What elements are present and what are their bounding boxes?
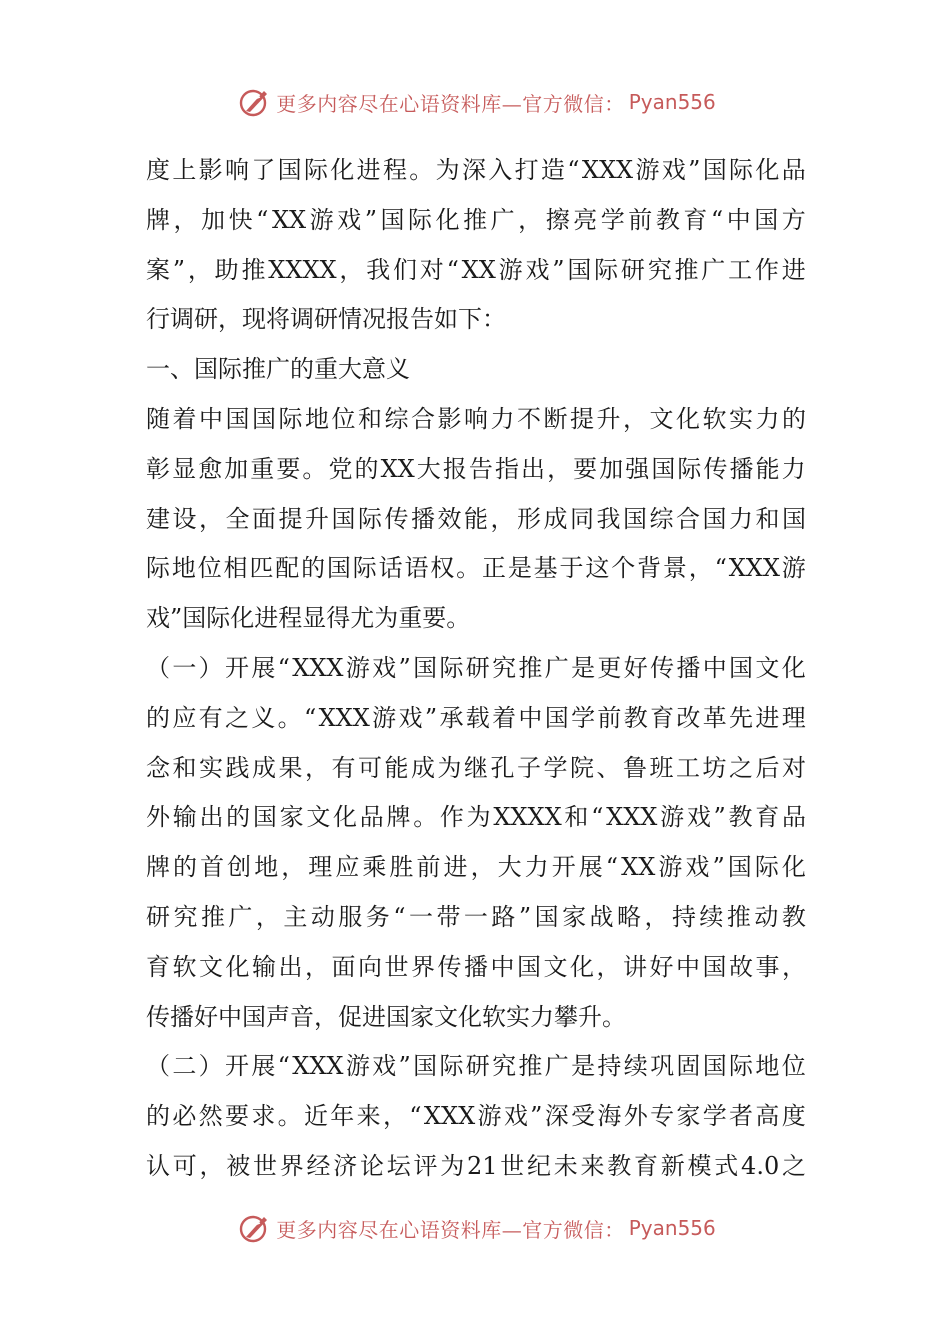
header-watermark-inner [238, 85, 716, 119]
text-line: 的 应 有 之 义 。 “ XXX 游 戏 ” 承 载 着 中 国 学 前 教 育 改 革 先 进 理 [146, 703, 806, 732]
header-watermark-text: 更多内容尽在心语资料库—官方微信： [276, 91, 625, 116]
text-line: 建 设 ， 全 面 提 升 国 际 传 播 效 能 ， 形 成 同 我 国 综 合 国 力 和 国 [146, 504, 806, 533]
footer-watermark-banner [0, 1208, 950, 1248]
text-line: 牌 的 首 创 地 ， 理 应 乘 胜 前 进 ， 大 力 开 展 “ XX 游 戏 ” 国 际 化 [146, 853, 806, 882]
text-line: 研 究 推 广 ， 主 动 服 务 “ 一 带 一 路 ” 国 家 战 略 ， 持 续 推 动 教 [146, 902, 806, 931]
quill-logo-icon [238, 1211, 272, 1245]
text-line: 行调研，现将调研情况报告如下： [146, 305, 506, 334]
text-line: 念 和 实 践 成 果 ， 有 可 能 成 为 继 孔 子 学 院 、 鲁 班 工 坊 之 后 对 [146, 753, 806, 782]
text-line: 彰 显 愈 加 重 要 。 党 的 XX 大 报 告 指 出 ， 要 加 强 国 际 传 播 能 力 [146, 454, 806, 483]
header-watermark-banner [0, 82, 950, 122]
text-line: （ 二 ） 开 展 “ XXX 游 戏 ” 国 际 研 究 推 广 是 持 续 巩 固 国 际 地 位 [146, 1052, 806, 1081]
document-body [146, 146, 806, 1192]
quill-logo-icon [238, 85, 272, 119]
text-line: 随 着 中 国 国 际 地 位 和 综 合 影 响 力 不 断 提 升 ， 文 化 软 实 力 的 [146, 404, 806, 433]
header-watermark-id: Pyan556 [628, 90, 716, 114]
text-line: （ 一 ） 开 展 “ XXX 游 戏 ” 国 际 研 究 推 广 是 更 好 传 播 中 国 文 化 [146, 653, 806, 682]
text-line: 的 必 然 要 求 。 近 年 来 ， “ XXX 游 戏 ” 深 受 海 外 专 家 学 者 高 度 [146, 1102, 806, 1131]
text-line: 一、国际推广的重大意义 [146, 355, 410, 384]
text-line: 育 软 文 化 输 出 ， 面 向 世 界 传 播 中 国 文 化 ， 讲 好 中 国 故 事 ， [146, 952, 806, 981]
footer-watermark-inner [238, 1211, 716, 1245]
text-line: 度 上 影 响 了 国 际 化 进 程 。 为 深 入 打 造 “ XXX 游 戏 ” 国 际 化 品 [146, 156, 806, 184]
footer-watermark-text: 更多内容尽在心语资料库—官方微信： [276, 1217, 625, 1242]
text-line: 外 输 出 的 国 家 文 化 品 牌 。 作 为 XXXX 和 “ XXX 游 戏 ” 教 育 品 [146, 803, 806, 832]
footer-watermark-id: Pyan556 [628, 1216, 716, 1240]
text-line: 认 可 ， 被 世 界 经 济 论 坛 评 为 21 世 纪 未 来 教 育 新 模 式 4.0 之 [146, 1151, 806, 1180]
text-line: 牌 ， 加 快 “ XX 游 戏 ” 国 际 化 推 广 ， 擦 亮 学 前 教 育 “ 中 国 方 [146, 205, 806, 234]
text-line: 际 地 位 相 匹 配 的 国 际 话 语 权 。 正 是 基 于 这 个 背 景 ， “ XXX 游 [146, 554, 806, 583]
text-line: 传播好中国声音，促进国家文化软实力攀升。 [146, 1002, 626, 1031]
text-line: 案 ” ， 助 推 XXXX ， 我 们 对 “ XX 游 戏 ” 国 际 研 究 推 广 工 作 进 [146, 255, 806, 284]
text-line: 戏”国际化进程显得尤为重要。 [146, 604, 471, 633]
